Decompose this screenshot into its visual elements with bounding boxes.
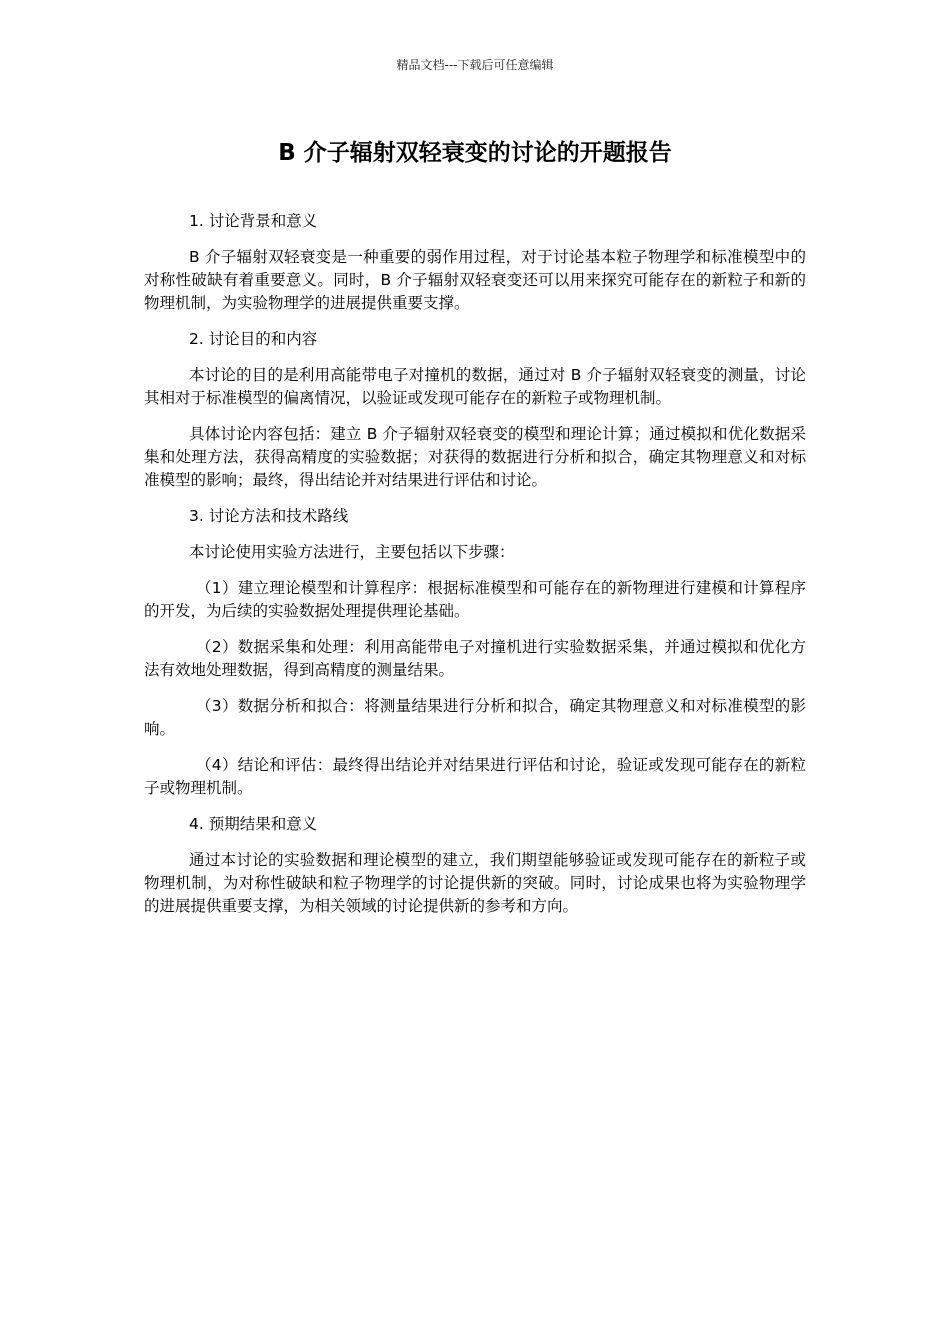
section-4-heading: 4. 预期结果和意义 bbox=[189, 815, 318, 833]
document-title: B 介子辐射双轻衰变的讨论的开题报告 bbox=[278, 140, 672, 166]
header-note: 精品文档---下载后可任意编辑 bbox=[396, 58, 554, 72]
document-body bbox=[144, 210, 806, 931]
section-1-heading: 1. 讨论背景和意义 bbox=[189, 212, 318, 230]
section-3-heading: 3. 讨论方法和技术路线 bbox=[189, 507, 349, 525]
section-1-paragraph: B 介子辐射双轻衰变是一种重要的弱作用过程，对于讨论基本粒子物理学和标准模型中的对称性破缺有着重要意义。同时，B 介子辐射双轻衰变还可以用来探究可能存在的新粒子和新的物理机制，为实验物理学的进展提供重要支撑。 bbox=[144, 248, 806, 312]
section-4-paragraph: 通过本讨论的实验数据和理论模型的建立，我们期望能够验证或发现可能存在的新粒子或物理机制，为对称性破缺和粒子物理学的讨论提供新的突破。同时，讨论成果也将为实验物理学的进展提供重要支撑，为相关领域的讨论提供新的参考和方向。 bbox=[144, 851, 806, 915]
section-2-heading: 2. 讨论目的和内容 bbox=[189, 330, 318, 348]
section-3-step-4: （4）结论和评估：最终得出结论并对结果进行评估和讨论，验证或发现可能存在的新粒子或物理机制。 bbox=[144, 756, 806, 797]
section-3-step-3: （3）数据分析和拟合：将测量结果进行分析和拟合，确定其物理意义和对标准模型的影响。 bbox=[144, 697, 806, 738]
section-3-intro: 本讨论使用实验方法进行，主要包括以下步骤： bbox=[189, 543, 515, 561]
section-3-step-2: （2）数据采集和处理：利用高能带电子对撞机进行实验数据采集，并通过模拟和优化方法有效地处理数据，得到高精度的测量结果。 bbox=[144, 638, 806, 679]
section-2-paragraph-2: 具体讨论内容包括：建立 B 介子辐射双轻衰变的模型和理论计算；通过模拟和优化数据采集和处理方法，获得高精度的实验数据；对获得的数据进行分析和拟合，确定其物理意义和对标准模型的影响；最终，得出结论并对结果进行评估和讨论。 bbox=[144, 425, 806, 489]
section-3-step-1: （1）建立理论模型和计算程序：根据标准模型和可能存在的新物理进行建模和计算程序的开发，为后续的实验数据处理提供理论基础。 bbox=[144, 579, 806, 620]
section-2-paragraph-1: 本讨论的目的是利用高能带电子对撞机的数据，通过对 B 介子辐射双轻衰变的测量，讨论其相对于标准模型的偏离情况，以验证或发现可能存在的新粒子或物理机制。 bbox=[144, 366, 806, 407]
